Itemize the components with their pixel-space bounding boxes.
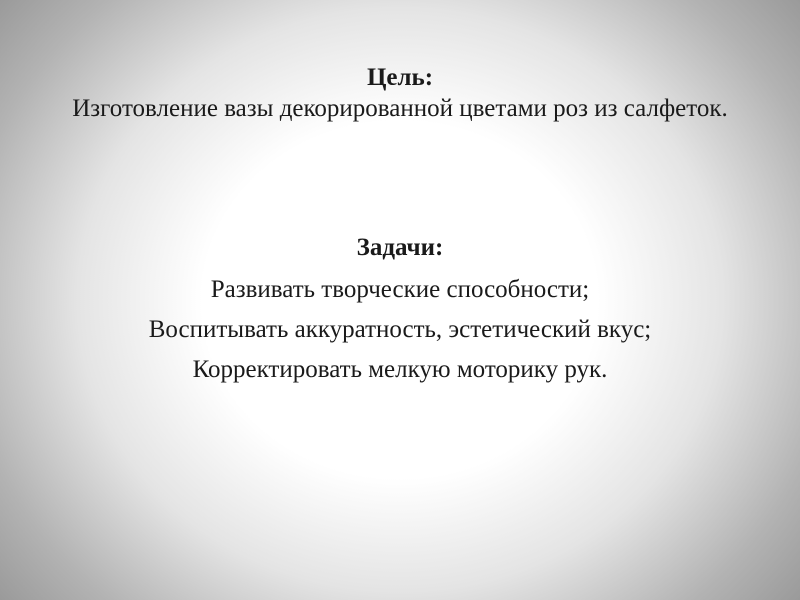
goal-section bbox=[40, 62, 760, 124]
tasks-heading: Задачи: bbox=[356, 234, 444, 261]
tasks-section bbox=[40, 234, 760, 397]
goal-text: Изготовление вазы декорированной цветами роз из салфеток. bbox=[72, 95, 728, 122]
task-item: Развивать творческие способности; bbox=[210, 276, 590, 303]
goal-heading: Цель: bbox=[366, 64, 434, 91]
task-list bbox=[40, 277, 760, 382]
task-item: Корректировать мелкую моторику рук. bbox=[192, 356, 608, 383]
task-item: Воспитывать аккуратность, эстетический вкус; bbox=[148, 316, 652, 343]
